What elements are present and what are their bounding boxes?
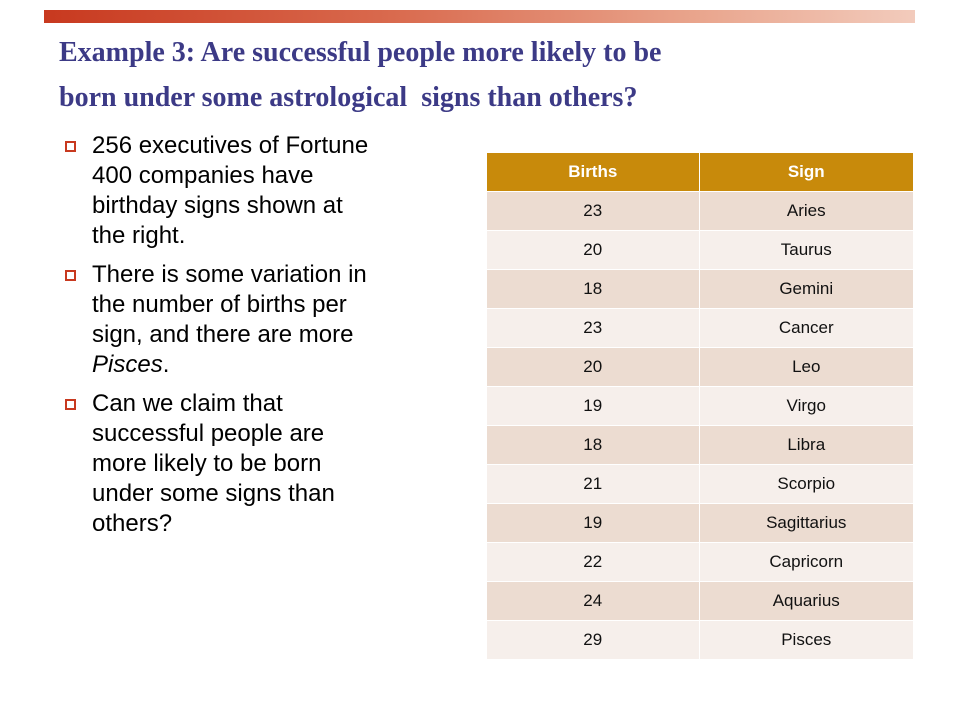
title-line-2: born under some astrological signs than others? xyxy=(59,82,638,113)
table-row xyxy=(487,270,913,309)
births-cell: 29 xyxy=(487,621,699,660)
title-line-1: Example 3: Are successful people more likely to be xyxy=(59,37,662,68)
bullet-2-line-1: There is some variation in xyxy=(92,261,367,288)
hollow-square-icon xyxy=(65,399,76,410)
hollow-square-icon xyxy=(65,270,76,281)
table-row xyxy=(487,387,913,426)
births-column-header: Births xyxy=(487,153,699,192)
table-row xyxy=(487,465,913,504)
bullet-item-1 xyxy=(62,131,472,251)
hollow-square-icon xyxy=(65,141,76,152)
sign-cell: Cancer xyxy=(699,309,913,348)
births-cell: 18 xyxy=(487,426,699,465)
table-row xyxy=(487,543,913,582)
sign-cell: Gemini xyxy=(699,270,913,309)
table-header-row xyxy=(487,153,913,192)
sign-cell: Scorpio xyxy=(699,465,913,504)
bullet-1-line-3: birthday signs shown at xyxy=(92,192,343,219)
table-row xyxy=(487,309,913,348)
sign-cell: Virgo xyxy=(699,387,913,426)
sign-column-header: Sign xyxy=(699,153,913,192)
births-cell: 18 xyxy=(487,270,699,309)
bullet-list xyxy=(62,131,472,548)
slide-title xyxy=(59,30,909,120)
bullet-1-line-4: the right. xyxy=(92,222,186,249)
bullet-1-line-1: 256 executives of Fortune xyxy=(92,132,369,159)
pisces-emphasis: Pisces xyxy=(92,351,163,378)
sign-cell: Aquarius xyxy=(699,582,913,621)
bullet-3-line-4: under some signs than xyxy=(92,480,335,507)
bullet-3-line-3: more likely to be born xyxy=(92,450,322,477)
bullet-2-line-3: sign, and there are more xyxy=(92,321,354,348)
births-cell: 23 xyxy=(487,192,699,231)
sign-cell: Capricorn xyxy=(699,543,913,582)
table-row xyxy=(487,426,913,465)
sign-cell: Aries xyxy=(699,192,913,231)
table-row xyxy=(487,504,913,543)
births-by-sign-table xyxy=(487,153,913,659)
births-cell: 22 xyxy=(487,543,699,582)
table-row xyxy=(487,582,913,621)
births-cell: 24 xyxy=(487,582,699,621)
births-cell: 21 xyxy=(487,465,699,504)
sign-cell: Pisces xyxy=(699,621,913,660)
births-cell: 19 xyxy=(487,504,699,543)
births-cell: 20 xyxy=(487,348,699,387)
decorative-top-bar xyxy=(44,10,915,23)
bullet-3-line-2: successful people are xyxy=(92,420,325,447)
bullet-3-line-5: others? xyxy=(92,510,173,537)
sign-cell: Libra xyxy=(699,426,913,465)
table-row xyxy=(487,192,913,231)
bullet-2-line-2: the number of births per xyxy=(92,291,347,318)
bullet-2-period: . xyxy=(162,351,170,378)
sign-cell: Sagittarius xyxy=(699,504,913,543)
bullet-3-line-1: Can we claim that xyxy=(92,390,283,417)
bullet-item-3 xyxy=(62,389,472,539)
sign-cell: Leo xyxy=(699,348,913,387)
bullet-item-2 xyxy=(62,260,472,380)
births-cell: 23 xyxy=(487,309,699,348)
table-row xyxy=(487,621,913,660)
births-cell: 19 xyxy=(487,387,699,426)
sign-cell: Taurus xyxy=(699,231,913,270)
bullet-1-line-2: 400 companies have xyxy=(92,162,314,189)
table-row xyxy=(487,231,913,270)
births-cell: 20 xyxy=(487,231,699,270)
table-row xyxy=(487,348,913,387)
bullet-2-line-4 xyxy=(92,350,472,380)
